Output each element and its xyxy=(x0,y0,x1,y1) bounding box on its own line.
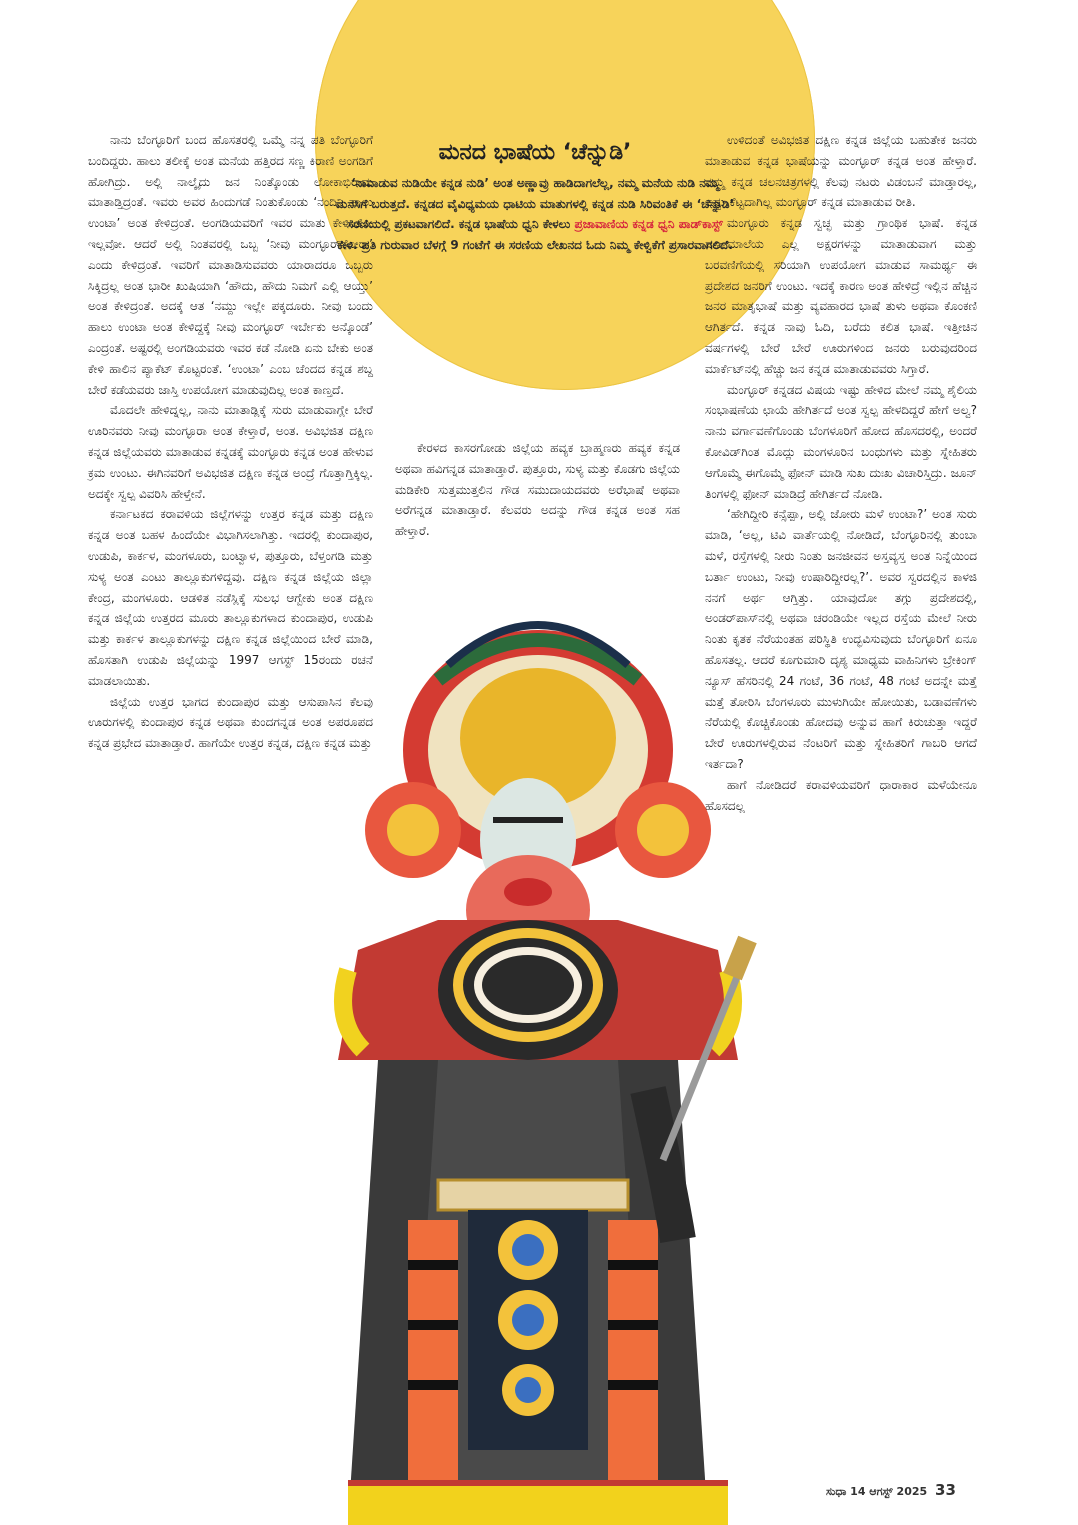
paragraph: ಹಾಗೆ ನೋಡಿದರೆ ಕರಾವಳಿಯವರಿಗೆ ಧಾರಾಕಾರ ಮಳೆಯೇನೂ ಹೊಸದಲ್ಲ xyxy=(705,777,977,813)
page-footer xyxy=(826,1481,996,1499)
column-middle xyxy=(395,438,680,542)
yakshagana-performer-figure xyxy=(318,620,758,1525)
article-title: ಮನದ ಭಾಷೆಯ ‘ಚೆನ್ನುಡಿ’ xyxy=(438,140,632,165)
issue-date: 14 ಆಗಸ್ಟ್ 2025 xyxy=(850,1485,928,1498)
paragraph: ಮೊದಲೇ ಹೇಳಿದ್ನಲ್ಲ, ನಾನು ಮಾತಾಡ್ಲಿಕ್ಕೆ ಸುರು ಮಾಡುವಾಗ್ಲೇ ಬೇರೆ ಊರಿನವರು ನೀವು ಮಂಗ್ಳೂರಾ ಅಂತ ಕೇಳ್ತಾರೆ, ಅಂತ. ಅವಿಭಜಿತ ದಕ್ಷಿಣ ಕನ್ನಡ ಜಿಲ್ಲೆಯವರು ಮಾತಾಡುವ ಕನ್ನಡಕ್ಕೆ ಮಂಗ್ಳೂರು ಕನ್ನಡ ಅಂತ ಹೇಳುವ ಕ್ರಮ ಉಂಟು. ಈಗಿನವರಿಗೆ ಅವಿಭಜಿತ ದಕ್ಷಿಣ ಕನ್ನಡ ಅಂದ್ರೆ ಗೊತ್ತಾಗ್ತಿಕ್ಕಿಲ್ಲ. ಅದಕ್ಕೇ ಸ್ವಲ್ಪ ವಿವರಿಸಿ ಹೇಳ್ತೇನೆ. xyxy=(88,403,373,501)
paragraph: ‘ಹೇಗಿದ್ದೀರಿ ಕನ್ಸೆಪ್ಪಾ, ಅಲ್ಲಿ ಜೋರು ಮಳೆ ಉಂಟಾ?’ ಅಂತ ಸುರು ಮಾಡಿ, ‘ಅಲ್ಲ, ಟಿವಿ ವಾರ್ತೆಯಲ್ಲಿ ನೋಡಿದೆ, ಬೆಂಗ್ಳೂರಿನಲ್ಲಿ ತುಂಬಾ ಮಳೆ, ರಸ್ತೆಗಳಲ್ಲಿ ನೀರು ನಿಂತು ಜನಜೀವನ ಅಸ್ತವ್ಯಸ್ತ ಅಂತ ನಿನ್ನೆಯಿಂದ ಬರ್ತಾ ಉಂಟು, ನೀವು ಉಷಾರಿದ್ದೀರಲ್ಲ?’. ಅವರ ಸ್ವರದಲ್ಲಿನ ಕಾಳಜಿ ನನಗೆ ಅರ್ಥ ಆಗ್ತಿತ್ತು. ಯಾವುದೋ ತಗ್ಗು ಪ್ರದೇಶದಲ್ಲಿ, ಅಂಡರ್‌ಪಾಸ್‌ನಲ್ಲಿ ಅಥವಾ ಚರಂಡಿಯೇ ಇಲ್ಲದ ರಸ್ತೆಯ ಮೇಲೆ ನೀರು ನಿಂತು ಕೃತಕ ನೆರೆಯಂತಹ ಪರಿಸ್ಥಿತಿ ಉದ್ಭವಿಸುವುದು ಬೆಂಗ್ಳೂರಿಗೆ ಏನೂ ಹೊಸತಲ್ಲ. ಆದರೆ ಕೂಗುಮಾರಿ ದೃಶ್ಯ ಮಾಧ್ಯಮ ವಾಹಿನಿಗಳು ಬ್ರೇಕಿಂಗ್ ನ್ಯೂಸ್ ಹೆಸರಿನಲ್ಲಿ 24 ಗಂಟೆ, 36 ಗಂಟೆ, 48 ಗಂಟೆ ಅದನ್ನೇ ಮತ್ತೆ ಮತ್ತೆ ತೋರಿಸಿ ಬೆಂಗಳೂರು ಮುಳುಗಿಯೇ ಹೋಯಿತು, ಬಡಾವಣೆಗಳು ನೆರೆಯಲ್ಲಿ ಕೊಚ್ಚಿಕೊಂಡು ಹೋದವು ಅನ್ನುವ ಹಾಗೆ ಕಿರುಚುತ್ತಾ ಇದ್ದರೆ ಬೇರೆ ಊರುಗಳಲ್ಲಿರುವ ನೆಂಟರಿಗೆ ಮತ್ತು ಸ್ನೇಹಿತರಿಗೆ ಗಾಬರಿ ಆಗದೆ ಇರ್ತದಾ? xyxy=(705,507,977,771)
intro-box xyxy=(335,140,735,255)
paragraph: ಕರ್ನಾಟಕದ ಕರಾವಳಿಯ ಜಿಲ್ಲೆಗಳನ್ನು ಉತ್ತರ ಕನ್ನಡ ಮತ್ತು ದಕ್ಷಿಣ ಕನ್ನಡ ಅಂತ ಬಹಳ ಹಿಂದೆಯೇ ವಿಭಾಗಿಸಲಾಗಿತ್ತು. ಇದರಲ್ಲಿ ಕುಂದಾಪುರ, ಉಡುಪಿ, ಕಾರ್ಕಳ, ಮಂಗಳೂರು, ಬಂಟ್ವಾಳ, ಪುತ್ತೂರು, ಬೆಳ್ತಂಗಡಿ ಮತ್ತು ಸುಳ್ಯ ಅಂತ ಎಂಟು ತಾಲ್ಲೂಕುಗಳಿದ್ದವು. ದಕ್ಷಿಣ ಕನ್ನಡ ಜಿಲ್ಲೆಯ ಜಿಲ್ಲಾ ಕೇಂದ್ರ, ಮಂಗಳೂರು. ಆಡಳಿತ ನಡೆಸ್ಲಿಕ್ಕೆ ಸುಲಭ ಆಗ್ಬೇಕು ಅಂತ ದಕ್ಷಿಣ ಕನ್ನಡ ಜಿಲ್ಲೆಯ ಉತ್ತರದ ಮೂರು ತಾಲ್ಲೂಕುಗಳಾದ ಕುಂದಾಪುರ, ಉಡುಪಿ ಮತ್ತು ಕಾರ್ಕಳ ತಾಲ್ಲೂಕುಗಳನ್ನು ದಕ್ಷಿಣ ಕನ್ನಡ ಜಿಲ್ಲೆಯಿಂದ ಬೇರೆ ಮಾಡಿ, ಹೊಸತಾಗಿ ಉಡುಪಿ ಜಿಲ್ಲೆಯನ್ನು 1997 ಆಗಸ್ಟ್ 15ರಂದು ರಚನೆ ಮಾಡಲಾಯಿತು. xyxy=(88,507,373,688)
magazine-name: ಸುಧಾ xyxy=(826,1485,847,1498)
paragraph: ಜಿಲ್ಲೆಯ ಉತ್ತರ ಭಾಗದ ಕುಂದಾಪುರ ಮತ್ತು ಆಸುಪಾಸಿನ ಕೆಲವು ಊರುಗಳಲ್ಲಿ ಕುಂದಾಪುರ ಕನ್ನಡ ಅಥವಾ ಕುಂದಗನ್ನಡ ಅಂತ ಅಪರೂಪದ ಕನ್ನಡ ಪ್ರಭೇದ ಮಾತಾಡ್ತಾರೆ. ಹಾಗೆಯೇ ಉತ್ತರ ಕನ್ನಡ, ದಕ್ಷಿಣ ಕನ್ನಡ ಮತ್ತು xyxy=(88,694,373,751)
paragraph: ನಾನು ಬೆಂಗ್ಳೂರಿಗೆ ಬಂದ ಹೊಸತರಲ್ಲಿ ಒಮ್ಮೆ ನನ್ನ ಪತಿ ಬೆಂಗ್ಳೂರಿಗೆ ಬಂದಿದ್ದರು. ಹಾಲು ತಲೀಕ್ಕೆ ಅಂತ ಮನೆಯ ಹತ್ತಿರದ ಸಣ್ಣ ಕಿರಾಣಿ ಅಂಗಡಿಗೆ ಹೋಗಿದ್ರು. ಅಲ್ಲಿ ನಾಲ್ಕೈದು ಜನ ನಿಂತ್ಕೊಂಡು ಲೋಕಾಭಿರಾಮ ಮಾತಾಡ್ತಿದ್ರಂತೆ. ಇವರು ಅವರ ಹಿಂದುಗಡೆ ನಿಂತುಕೊಂಡು ‘ನಂದಿನಿ ಹಾಲು ಉಂಟಾ’ ಅಂತ ಕೇಳಿದ್ರಂತೆ. ಅಂಗಡಿಯವರಿಗೆ ಇವರ ಮಾತು ಕೇಳಿಸಿತೋ ಇಲ್ಲವೋ. ಆದರೆ ಅಲ್ಲಿ ನಿಂತವರಲ್ಲಿ ಒಬ್ಬ ‘ನೀವು ಮಂಗ್ಳೂರ್‌ನೋರಾ’ ಎಂದು ಕೇಳಿದ್ರಂತೆ. ಇವರಿಗೆ ಮಾತಾಡಿಸುವವರು ಯಾರಾದರೂ ಒಬ್ಬರು ಸಿಕ್ಕಿದ್ರಲ್ಲ ಅಂತ ಭಾರೀ ಖುಷಿಯಾಗಿ ‘ಹೌದು, ಹೌದು ನಿಮಗೆ ಎಲ್ಲಿ ಆಯ್ತು’ ಅಂತ ಕೇಳಿದ್ರಂತೆ. ಅದಕ್ಕೆ ಆತ ‘ನಮ್ದು ಇಲ್ಲೇ ಪಕ್ಕದೂರು. ನೀವು ಬಂದು ಹಾಲು ಉಂಟಾ ಅಂತ ಕೇಳಿದ್ದಕ್ಕೆ ನೀವು ಮಂಗ್ಳೂರ್ ಇರ್ಬೇಕು ಅನ್ಕೊಂಡೆ’ ಎಂದ್ರಂತೆ. ಅಷ್ಟರಲ್ಲಿ ಅಂಗಡಿಯವರು ಇವರ ಕಡೆ ನೋಡಿ ಏನು ಬೇಕು ಅಂತ ಕೇಳಿ ಹಾಲಿನ ಪ್ಯಾಕೆಟ್ ಕೊಟ್ಟರಂತೆ. ‘ಉಂಟಾ’ ಎಂಬ ಚೆಂದದ ಕನ್ನಡ ಶಬ್ದ ಬೇರೆ ಕಡೆಯವರು ಜಾಸ್ತಿ ಉಪಯೋಗ ಮಾಡುವುದಿಲ್ಲ ಅಂತ ಕಾಣ್ತದೆ. xyxy=(88,133,373,397)
page-number: 33 xyxy=(935,1481,956,1499)
paragraph: ಮಂಗ್ಳೂರು ಕನ್ನಡ ಸ್ವಚ್ಛ ಮತ್ತು ಗ್ರಾಂಥಿಕ ಭಾಷೆ. ಕನ್ನಡ ವರ್ಣಮಾಲೆಯ ಎಲ್ಲ ಅಕ್ಷರಗಳನ್ನು ಮಾತಾಡುವಾಗ ಮತ್ತು ಬರವಣಿಗೆಯಲ್ಲಿ ಸರಿಯಾಗಿ ಉಪಯೋಗ ಮಾಡುವ ಸಾಮರ್ಥ್ಯ ಈ ಪ್ರದೇಶದ ಜನರಿಗೆ ಉಂಟು. ಇದಕ್ಕೆ ಕಾರಣ ಅಂತ ಹೇಳಿದ್ರೆ ಇಲ್ಲಿನ ಹೆಚ್ಚಿನ ಜನರ ಮಾತೃಭಾಷೆ ಮತ್ತು ವ್ಯವಹಾರದ ಭಾಷೆ ತುಳು ಅಥವಾ ಕೊಂಕಣಿ ಆಗಿರ್ತದೆ. ಕನ್ನಡ ನಾವು ಓದಿ, ಬರೆದು ಕಲಿತ ಭಾಷೆ. ಇತ್ತೀಚಿನ ವರ್ಷಗಳಲ್ಲಿ ಬೇರೆ ಬೇರೆ ಊರುಗಳಿಂದ ಜನರು ಬರುವುದರಿಂದ ಮಾರ್ಕೆಟ್‌ನಲ್ಲಿ ಹೆಚ್ಚು ಜನ ಕನ್ನಡ ಮಾತಾಡುವವರು ಸಿಗ್ತಾರೆ. xyxy=(705,216,977,376)
podcast-highlight: ಪ್ರಜಾವಾಣಿಯ ಕನ್ನಡ ಧ್ವನಿ ಪಾಡ್‌ಕಾಸ್ಟ್ xyxy=(574,217,723,231)
paragraph: ಕೇರಳದ ಕಾಸರಗೋಡು ಜಿಲ್ಲೆಯ ಹವ್ಯಕ ಬ್ರಾಹ್ಮಣರು ಹವ್ಯಕ ಕನ್ನಡ ಅಥವಾ ಹವಿಗನ್ನಡ ಮಾತಾಡ್ತಾರೆ. ಪುತ್ತೂರು, ಸುಳ್ಯ ಮತ್ತು ಕೊಡಗು ಜಿಲ್ಲೆಯ ಮಡಿಕೇರಿ ಸುತ್ತಮುತ್ತಲಿನ ಗೌಡ ಸಮುದಾಯದವರು ಅರೆಭಾಷೆ ಅಥವಾ ಅರೆಗನ್ನಡ ಮಾತಾಡ್ತಾರೆ. ಕೆಲವರು ಅದನ್ನು ಗೌಡ ಕನ್ನಡ ಅಂತ ಸಹ ಹೇಳ್ತಾರೆ. xyxy=(395,441,680,539)
paragraph: ಉಳಿದಂತೆ ಅವಿಭಜಿತ ದಕ್ಷಿಣ ಕನ್ನಡ ಜಿಲ್ಲೆಯ ಬಹುತೇಕ ಜನರು ಮಾತಾಡುವ ಕನ್ನಡ ಭಾಷೆಯನ್ನು ಮಂಗ್ಳೂರ್ ಕನ್ನಡ ಅಂತ ಹೇಳ್ತಾರೆ. ನಮ್ಮ ಕನ್ನಡ ಚಲನಚಿತ್ರಗಳಲ್ಲಿ ಕೆಲವು ನಟರು ವಿಡಂಬನೆ ಮಾಡ್ತಾರಲ್ಲ, ಅಷ್ಟು ಕೆಟ್ಟದಾಗಿಲ್ಲ ಮಂಗ್ಳೂರ್ ಕನ್ನಡ ಮಾತಾಡುವ ರೀತಿ. xyxy=(705,133,977,210)
paragraph: ಮಂಗ್ಳೂರ್ ಕನ್ನಡದ ವಿಷಯ ಇಷ್ಟು ಹೇಳಿದ ಮೇಲೆ ನಮ್ಮ ಶೈಲಿಯ ಸಂಭಾಷಣೆಯ ಛಾಯೆ ಹೇಗಿರ್ತದೆ ಅಂತ ಸ್ವಲ್ಪ ಹೇಳದಿದ್ದರೆ ಹೇಗೆ ಅಲ್ವ? ನಾನು ವರ್ಗಾವಣೆಗೊಂಡು ಬೆಂಗಳೂರಿಗೆ ಹೋದ ಹೊಸದರಲ್ಲಿ, ಅಂದರೆ ಕೋವಿಡ್‌ಗಿಂತ ಮೊದ್ಲು ಮಂಗಳೂರಿನ ಬಂಧುಗಳು ಮತ್ತು ಸ್ನೇಹಿತರು ಆಗೊಮ್ಮೆ ಈಗೊಮ್ಮೆ ಫೋನ್ ಮಾಡಿ ಸುಖ ದುಃಖ ವಿಚಾರಿಸ್ತಿದ್ರು. ಜೂನ್ ತಿಂಗಳಲ್ಲಿ ಫೋನ್ ಮಾಡಿದ್ರೆ ಹೇಗಿರ್ತದೆ ನೋಡಿ. xyxy=(705,382,977,501)
intro-text: ‘ನಾವಾಡುವ ನುಡಿಯೇ ಕನ್ನಡ ನುಡಿ’ ಅಂತ ಅಣ್ಣಾವ್ರು ಹಾಡಿದಾಗಲೆಲ್ಲ, ನಮ್ಮ ಮನೆಯ ನುಡಿ ನಮ್ಮ ಮನಸಿಗೆ ಬರುತ್ತದೆ. ಕನ್ನಡದ ವೈವಿಧ್ಯಮಯ ಧಾಟಿಯ ಮಾತುಗಳಲ್ಲಿ ಕನ್ನಡ ನುಡಿ ಸಿರಿವಂತಿಕೆ ಈ ‘ಚೆನ್ನುಡಿ’ ಸರಣಿಯಲ್ಲಿ ಪ್ರಕಟವಾಗಲಿದೆ. ಕನ್ನಡ ಭಾಷೆಯ ಧ್ವನಿ ಕೇಳಲು ಪ್ರಜಾವಾಣಿಯ ಕನ್ನಡ ಧ್ವನಿ ಪಾಡ್‌ಕಾಸ್ಟ್ ಕೇಳಿ. ಪ್ರತಿ ಗುರುವಾರ ಬೆಳಗ್ಗೆ 9 ಗಂಟೆಗೆ ಈ ಸರಣಿಯ ಲೇಖನದ ಓದು ನಿಮ್ಮ ಕೇಳ್ವಿಕೆಗೆ ಪ್ರಸಾರವಾಗಲಿದೆ. xyxy=(335,176,735,252)
